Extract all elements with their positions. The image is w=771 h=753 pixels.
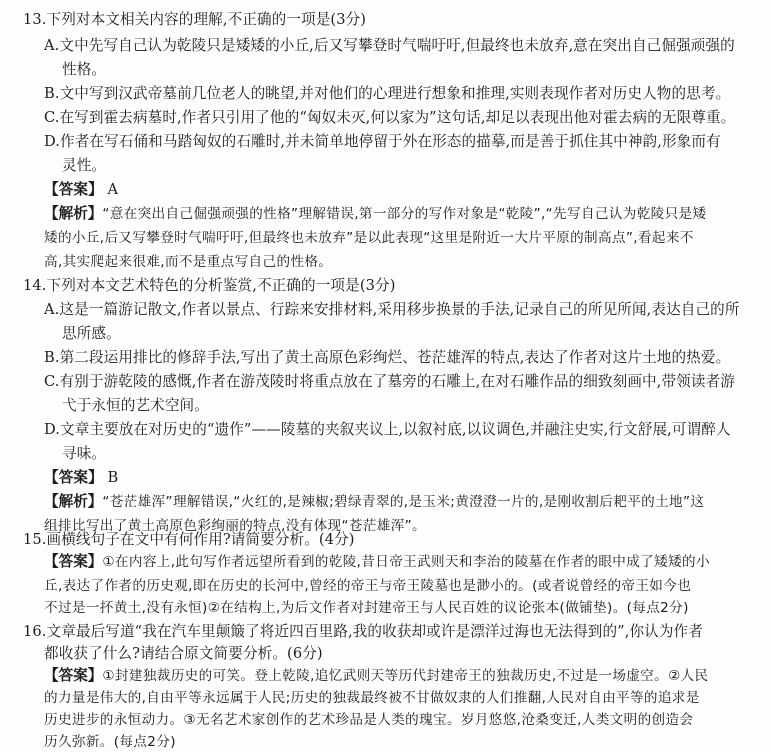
q16-answer-line-1: ①封建独裁历史的可笑。登上乾陵,追忆武则天等历代封建帝王的独裁历史,不过是一场虚空。②人民: [102, 668, 709, 684]
analysis-tag: 【解析】: [44, 493, 103, 510]
q13-option-d-cont: 灵性。: [62, 157, 107, 174]
q16-stem: 16.文章最后写道“我在汽车里颠簸了将近四百里路,我的收获却或许是漂洋过海也无法得到的”,你认为作者: [23, 623, 703, 640]
q14-option-d-cont: 寻味。: [62, 445, 107, 462]
q13-stem: 13.下列对本文相关内容的理解,不正确的一项是(3分): [23, 11, 367, 28]
q13-analysis: [44, 204, 706, 224]
q15-answer-line-1: ①在内容上,此句写作者远望所看到的乾陵,昔日帝王武则天和李治的陵墓在作者的眼中成了矮矮的小: [102, 554, 710, 570]
q13-answer-value: A: [107, 181, 119, 198]
q14-answer-value: B: [107, 469, 119, 486]
q14-option-c-cont: 弋于永恒的艺术空间。: [62, 397, 209, 414]
q14-option-a: A.这是一篇游记散文,作者以景点、行踪来安排材料,采用移步换景的手法,记录自己的所见所闻,表达自己的所: [44, 301, 740, 318]
q14-option-c: C.有别于游乾陵的感慨,作者在游茂陵时将重点放在了墓旁的石雕上,在对石雕作品的细致刻画中,带领读者游: [44, 373, 735, 390]
q15-answer-line-3: 不过是一抔黄土,没有永恒)②在结构上,为后文作者对封建帝王与人民百姓的议论张本(做铺垫)。(每点2分): [44, 600, 689, 616]
q13-analysis-line-2: 矮的小丘,后又写攀登时气喘吁吁,但最终也未放弃”是以此表现“这里是附近一大片平原的制高点”,看起来不: [44, 230, 694, 246]
q13-answer: [44, 180, 118, 200]
answer-tag: 【答案】: [44, 553, 103, 570]
q16-answer: [44, 666, 709, 686]
answer-tag: 【答案】: [44, 181, 103, 198]
q14-option-b: B.第二段运用排比的修辞手法,写出了黄土高原色彩绚烂、苍茫雄浑的特点,表达了作者对这片土地的热爱。: [44, 349, 731, 366]
q14-option-d: D.文章主要放在对历史的“遗作”——陵墓的夹叙夹议上,以叙衬底,以议调色,并融注史实,行文舒展,可谓醉人: [44, 421, 731, 438]
q14-analysis-line-2: 组排比写出了黄土高原色彩绚丽的特点,没有体现“苍茫雄浑”。: [44, 518, 426, 534]
q16-stem-cont: 都收获了什么?请结合原文简要分析。(6分): [44, 645, 323, 662]
q13-option-a: A.文中先写自己认为乾陵只是矮矮的小丘,后又写攀登时气喘吁吁,但最终也未放弃,意在突出自己倔强顽强的: [44, 37, 735, 54]
q14-option-a-cont: 思所感。: [62, 325, 121, 342]
q14-answer: [44, 468, 118, 488]
q16-answer-line-3: 历史进步的永恒动力。③无名艺术家创作的艺术珍品是人类的瑰宝。岁月悠悠,沧桑变迁,人类文明的创造会: [44, 712, 694, 728]
q13-analysis-line-1: “意在突出自己倔强顽强的性格”理解错误,第一部分的写作对象是“乾陵”,“先写自己认为乾陵只是矮: [102, 206, 707, 222]
q13-option-a-cont: 性格。: [62, 61, 107, 78]
q16-answer-line-2: 的力量是伟大的,自由平等永远属于人民;历史的独裁最终被不甘做奴隶的人们推翻,人民对自由平等的追求是: [44, 690, 700, 706]
answer-tag: 【答案】: [44, 469, 103, 486]
q15-answer: [44, 552, 710, 572]
q13-option-d: D.作者在写石俑和马踏匈奴的石雕时,并未简单地停留于外在形态的描摹,而是善于抓住其中神韵,形象而有: [44, 133, 721, 150]
q15-stem: 15.画横线句子在文中有何作用?请简要分析。(4分): [23, 531, 355, 548]
q13-option-c: C.在写到霍去病墓时,作者只引用了他的“匈奴未灭,何以家为”这句话,却足以表现出他对霍去病的无限尊重。: [44, 109, 736, 126]
q14-analysis: [44, 492, 704, 512]
q13-analysis-line-3: 高,其实爬起来很难,而不是重点写自己的性格。: [44, 254, 333, 270]
answer-tag: 【答案】: [44, 667, 103, 684]
q14-analysis-line-1: “苍茫雄浑”理解错误,“火红的,是辣椒;碧绿青翠的,是玉米;黄澄澄一片的,是刚收割后耙平的土地”这: [102, 494, 705, 510]
analysis-tag: 【解析】: [44, 205, 103, 222]
q16-answer-line-4: 历久弥新。(每点2分): [44, 734, 176, 750]
q15-answer-line-2: 丘,表达了作者的历史观,即在历史的长河中,曾经的帝王与帝王陵墓也是渺小的。(或者说曾经的帝王如今也: [44, 578, 692, 594]
q14-stem: 14.下列对本文艺术特色的分析鉴赏,不正确的一项是(3分): [23, 277, 396, 294]
q13-option-b: B.文中写到汉武帝墓前几位老人的眺望,并对他们的心理进行想象和推理,实则表现作者对历史人物的思考。: [44, 85, 731, 102]
